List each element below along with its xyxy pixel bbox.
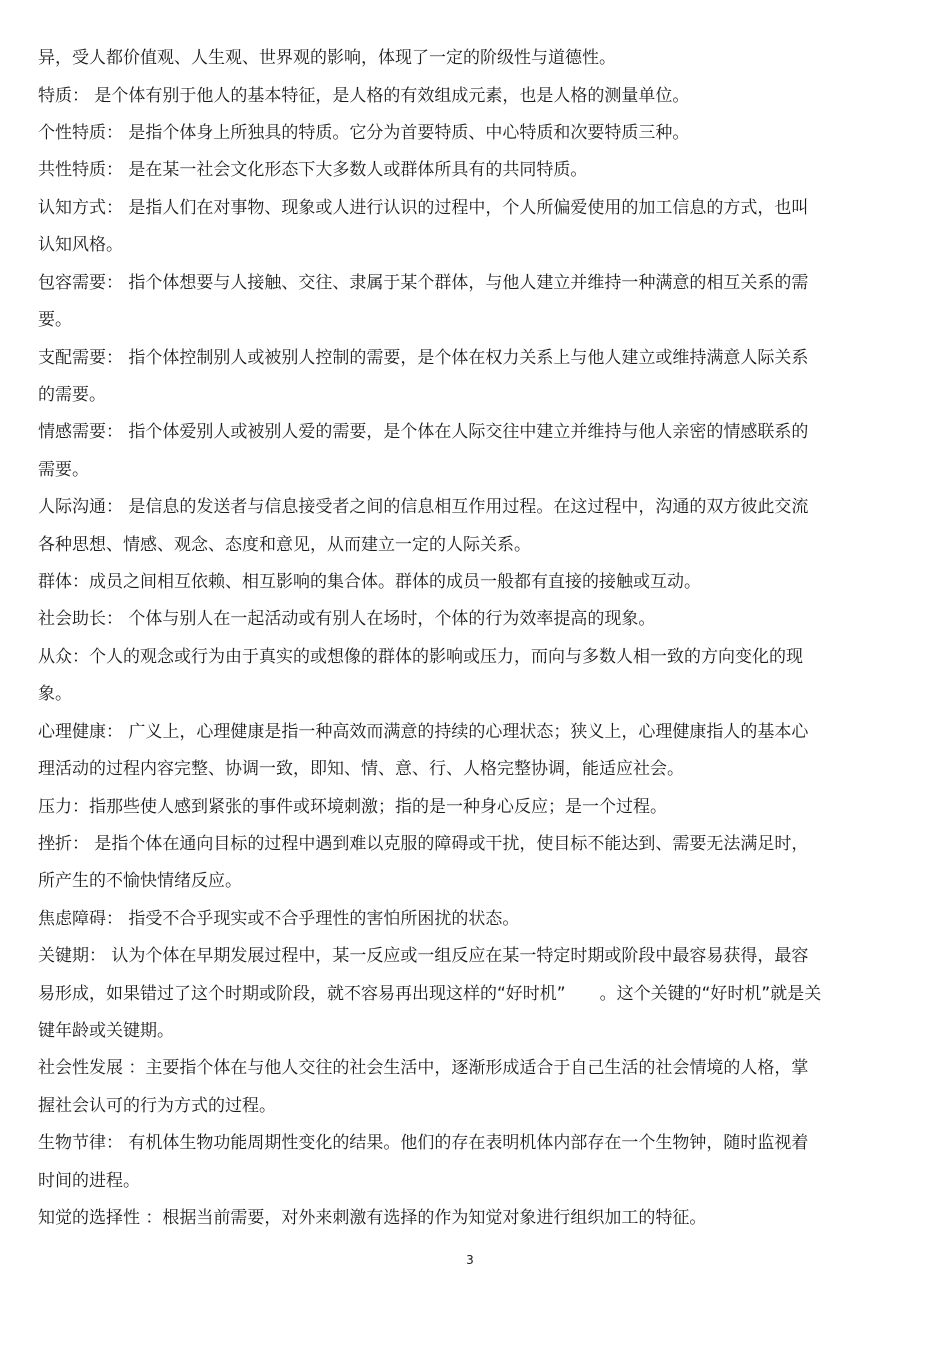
text-line: 共性特质： 是在某一社会文化形态下大多数人或群体所具有的共同特质。	[38, 160, 588, 180]
text-line: 生物节律： 有机体生物功能周期性变化的结果。他们的存在表明机体内部存在一个生物钟，随时监视着	[38, 1133, 809, 1153]
text-line: 各种思想、情感、观念、态度和意见，从而建立一定的人际关系。	[38, 535, 531, 555]
text-line: 压力：指那些使人感到紧张的事件或环境刺激；指的是一种身心反应；是一个过程。	[38, 797, 667, 817]
text-line: 人际沟通： 是信息的发送者与信息接受者之间的信息相互作用过程。在这过程中，沟通的双方彼此交流	[38, 497, 809, 517]
text-line: 易形成，如果错过了这个时期或阶段，就不容易再出现这样的“好时机” 。这个关键的“好时机”就是关	[38, 984, 822, 1004]
text-line: 个性特质： 是指个体身上所独具的特质。它分为首要特质、中心特质和次要特质三种。	[38, 123, 690, 143]
text-line: 关键期： 认为个体在早期发展过程中，某一反应或一组反应在某一特定时期或阶段中最容易获得，最容	[38, 946, 809, 966]
text-line: 焦虑障碍： 指受不合乎现实或不合乎理性的害怕所困扰的状态。	[38, 909, 520, 929]
page-number: 3	[466, 1253, 474, 1267]
text-line: 理活动的过程内容完整、协调一致，即知、情、意、行、人格完整协调，能适应社会。	[38, 759, 684, 779]
text-line: 支配需要： 指个体控制别人或被别人控制的需要，是个体在权力关系上与他人建立或维持满意人际关系	[38, 348, 809, 368]
text-line: 包容需要： 指个体想要与人接触、交往、隶属于某个群体，与他人建立并维持一种满意的相互关系的需	[38, 273, 809, 293]
text-line: 群体：成员之间相互依赖、相互影响的集合体。群体的成员一般都有直接的接触或互动。	[38, 572, 701, 592]
text-line: 要。	[38, 310, 72, 330]
text-line: 认知风格。	[38, 235, 123, 255]
text-line: 象。	[38, 684, 72, 704]
text-line: 时间的进程。	[38, 1171, 140, 1191]
text-line: 情感需要： 指个体爱别人或被别人爱的需要，是个体在人际交往中建立并维持与他人亲密的情感联系的	[38, 422, 809, 442]
text-line: 需要。	[38, 460, 89, 480]
text-line: 认知方式： 是指人们在对事物、现象或人进行认识的过程中，个人所偏爱使用的加工信息的方式，也叫	[38, 198, 809, 218]
text-line: 知觉的选择性 ：根据当前需要，对外来刺激有选择的作为知觉对象进行组织加工的特征。	[38, 1208, 707, 1228]
text-line: 异，受人都价值观、人生观、世界观的影响，体现了一定的阶级性与道德性。	[38, 48, 616, 68]
text-line: 特质： 是个体有别于他人的基本特征，是人格的有效组成元素，也是人格的测量单位。	[38, 86, 690, 106]
text-line: 社会助长： 个体与别人在一起活动或有别人在场时，个体的行为效率提高的现象。	[38, 609, 656, 629]
text-line: 的需要。	[38, 385, 106, 405]
text-line: 从众：个人的观念或行为由于真实的或想像的群体的影响或压力，而向与多数人相一致的方向变化的现	[38, 647, 803, 667]
text-line: 心理健康： 广义上，心理健康是指一种高效而满意的持续的心理状态；狭义上，心理健康指人的基本心	[38, 722, 809, 742]
text-line: 社会性发展 ：主要指个体在与他人交往的社会生活中，逐渐形成适合于自己生活的社会情境的人格，掌	[38, 1058, 809, 1078]
text-line: 挫折： 是指个体在通向目标的过程中遇到难以克服的障碍或干扰，使目标不能达到、需要无法满足时，	[38, 834, 809, 854]
text-line: 握社会认可的行为方式的过程。	[38, 1096, 276, 1116]
text-line: 所产生的不愉快情绪反应。	[38, 871, 242, 891]
text-line: 键年龄或关键期。	[38, 1021, 174, 1041]
